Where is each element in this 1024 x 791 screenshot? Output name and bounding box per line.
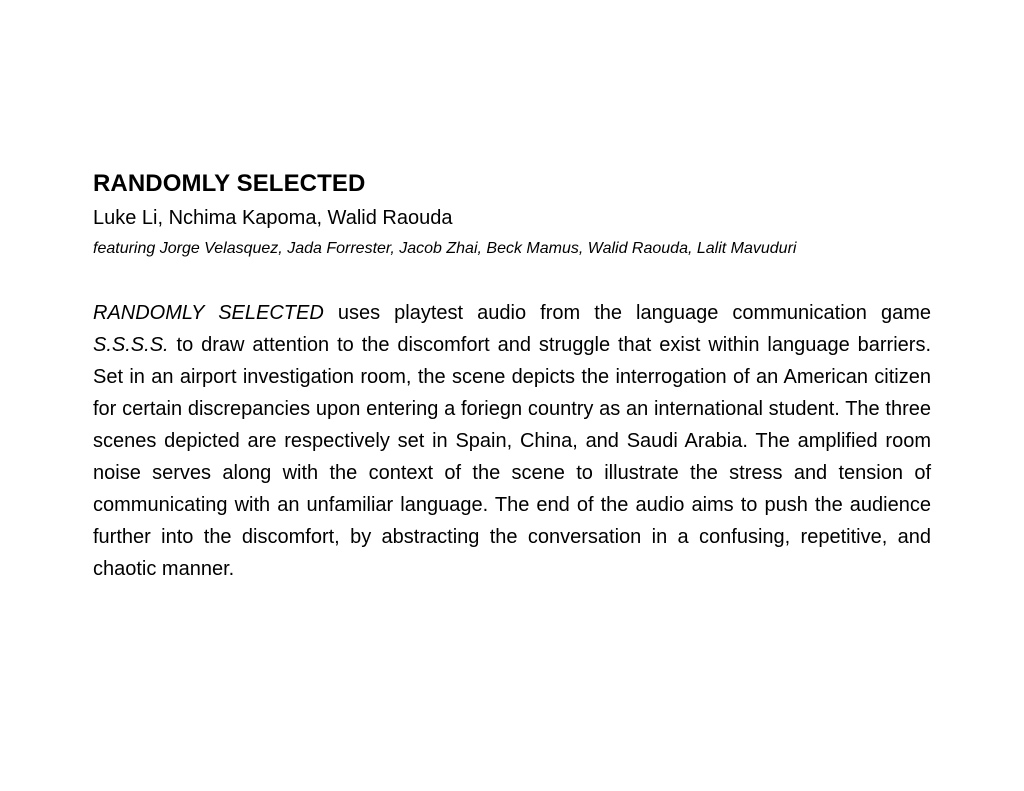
document [93,167,931,605]
description-title-italic: RANDOMLY SELECTED [93,302,324,324]
authors-line: Luke Li, Nchima Kapoma, Walid Raouda [93,207,453,229]
document-title: RANDOMLY SELECTED [93,170,366,197]
description-text-1: uses playtest audio from the language communication game [323,302,931,324]
description-paragraph [93,297,931,585]
description-text-2: to draw attention to the discomfort and struggle that exist within language barriers. Set in an airport investigation room, the scene depicts the interrogation of an American citizen for certain discrepancies upon entering a foriegn country as an international student. The three scenes depicted are respectively set in Spain, China, and Saudi Arabia. The amplified room noise serves along with the context of the scene to illustrate the stress and tension of communicating with an unfamiliar language. The end of the audio aims to push the audience further into the discomfort, by abstracting the conversation in a confusing, repetitive, and chaotic manner. [93,334,931,580]
game-title-italic: S.S.S.S. [93,334,169,356]
featuring-line: featuring Jorge Velasquez, Jada Forrester, Jacob Zhai, Beck Mamus, Walid Raouda, Lalit Mavuduri [93,240,797,257]
